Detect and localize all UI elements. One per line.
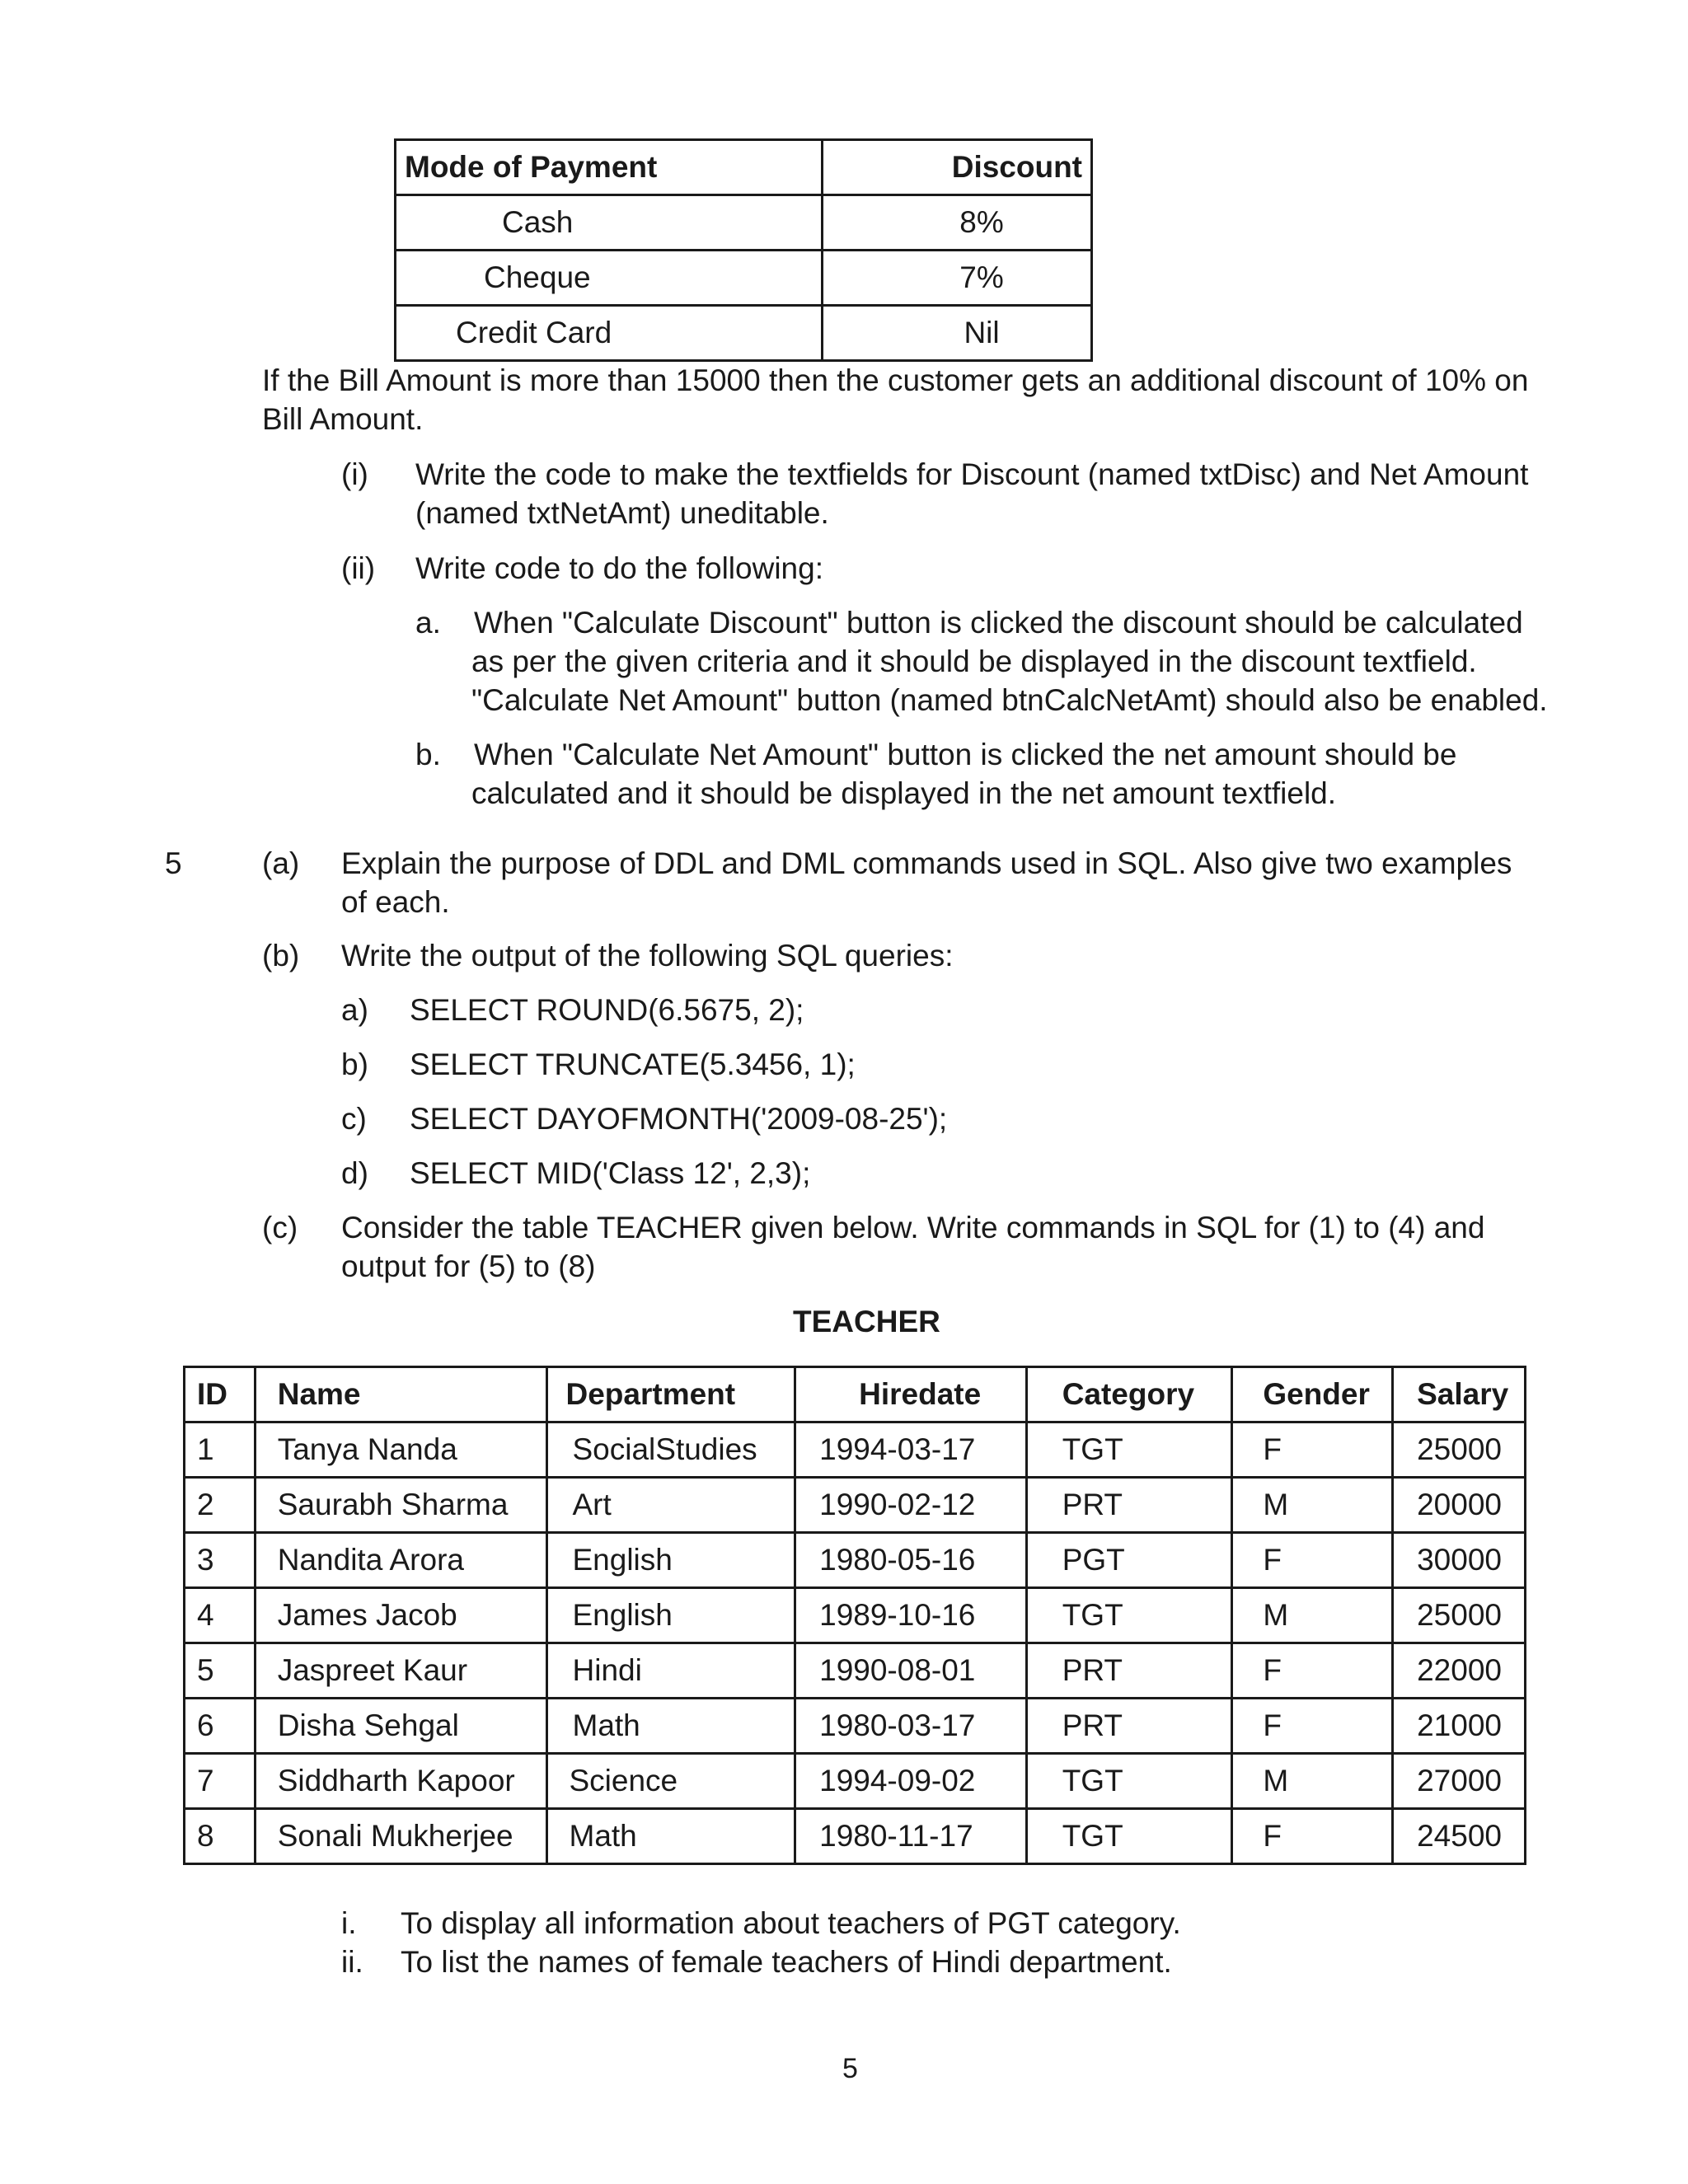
table-cell: 30000 — [1393, 1533, 1526, 1588]
table-cell: 2 — [185, 1478, 256, 1533]
column-header: Discount — [823, 140, 1092, 195]
table-cell: TGT — [1026, 1588, 1232, 1643]
table-cell: Art — [546, 1478, 795, 1533]
column-header: ID — [185, 1367, 256, 1422]
column-header: Category — [1026, 1367, 1232, 1422]
table-cell: F — [1232, 1422, 1393, 1478]
table-cell: F — [1232, 1699, 1393, 1754]
table-row — [396, 195, 1092, 251]
q5-a-line-2: of each. — [341, 885, 450, 919]
table-cell: 20000 — [1393, 1478, 1526, 1533]
task-text: To display all information about teachers of PGT category. — [401, 1906, 1181, 1940]
subpart-b-line-2: calculated and it should be displayed in the net amount textfield. — [471, 776, 1337, 810]
query-label: a) — [341, 993, 368, 1027]
column-header: Salary — [1393, 1367, 1526, 1422]
table-cell: F — [1232, 1809, 1393, 1864]
table-cell: Nil — [823, 306, 1092, 361]
subpart-a-line-3: "Calculate Net Amount" button (named btnCalcNetAmt) should also be enabled. — [471, 683, 1548, 717]
table-cell: English — [546, 1588, 795, 1643]
table-cell: TGT — [1026, 1422, 1232, 1478]
column-header: Department — [546, 1367, 795, 1422]
intro-line-1: If the Bill Amount is more than 15000 then the customer gets an additional discount of 10% on — [262, 363, 1529, 397]
column-header: Hiredate — [795, 1367, 1027, 1422]
table-row — [185, 1478, 1526, 1533]
question-number: 5 — [165, 846, 182, 880]
table-cell: James Jacob — [255, 1588, 546, 1643]
query-text: SELECT DAYOFMONTH('2009-08-25'); — [410, 1102, 948, 1136]
teacher-table — [183, 1366, 1526, 1865]
table-cell: 8 — [185, 1809, 256, 1864]
subpart-a-line-2: as per the given criteria and it should be displayed in the discount textfield. — [471, 644, 1477, 678]
table-cell: Disha Sehgal — [255, 1699, 546, 1754]
table-cell: 1980-05-16 — [795, 1533, 1027, 1588]
table-cell: PRT — [1026, 1699, 1232, 1754]
table-cell: F — [1232, 1533, 1393, 1588]
table-cell: 21000 — [1393, 1699, 1526, 1754]
table-cell: TGT — [1026, 1754, 1232, 1809]
table-cell: 25000 — [1393, 1588, 1526, 1643]
table-cell: 25000 — [1393, 1422, 1526, 1478]
table-cell: PRT — [1026, 1643, 1232, 1699]
table-cell: Credit Card — [396, 306, 823, 361]
table-row — [396, 251, 1092, 306]
table-row — [185, 1809, 1526, 1864]
question-ii-text: Write code to do the following: — [415, 551, 823, 585]
table-cell: English — [546, 1533, 795, 1588]
table-cell: Siddharth Kapoor — [255, 1754, 546, 1809]
question-i-line-1: Write the code to make the textfields for Discount (named txtDisc) and Net Amount — [415, 457, 1529, 491]
table-cell: 8% — [823, 195, 1092, 251]
table-cell: 24500 — [1393, 1809, 1526, 1864]
table-cell: 27000 — [1393, 1754, 1526, 1809]
table-cell: Jaspreet Kaur — [255, 1643, 546, 1699]
table-row — [396, 306, 1092, 361]
query-text: SELECT MID('Class 12', 2,3); — [410, 1156, 811, 1190]
table-cell: 3 — [185, 1533, 256, 1588]
table-cell: M — [1232, 1588, 1393, 1643]
table-cell: 1994-03-17 — [795, 1422, 1027, 1478]
q5-c-label: (c) — [262, 1211, 298, 1244]
table-cell: Math — [546, 1699, 795, 1754]
table-cell: Saurabh Sharma — [255, 1478, 546, 1533]
task-text: To list the names of female teachers of Hindi department. — [401, 1945, 1172, 1979]
table-cell: 5 — [185, 1643, 256, 1699]
table-cell: Math — [546, 1809, 795, 1864]
page-number: 5 — [842, 2053, 858, 2084]
table-cell: 1 — [185, 1422, 256, 1478]
table-cell: PRT — [1026, 1478, 1232, 1533]
table-cell: 6 — [185, 1699, 256, 1754]
query-label: b) — [341, 1047, 368, 1081]
table-cell: 1990-02-12 — [795, 1478, 1027, 1533]
task-label: i. — [341, 1906, 357, 1940]
query-text: SELECT TRUNCATE(5.3456, 1); — [410, 1047, 856, 1081]
table-cell: SocialStudies — [546, 1422, 795, 1478]
table-cell: 1980-03-17 — [795, 1699, 1027, 1754]
table-row — [185, 1588, 1526, 1643]
table-cell: TGT — [1026, 1809, 1232, 1864]
table-cell: Cheque — [396, 251, 823, 306]
task-label: ii. — [341, 1945, 363, 1979]
table-cell: M — [1232, 1754, 1393, 1809]
table-cell: Sonali Mukherjee — [255, 1809, 546, 1864]
table-cell: M — [1232, 1478, 1393, 1533]
table-cell: Hindi — [546, 1643, 795, 1699]
intro-line-2: Bill Amount. — [262, 402, 424, 436]
table-row — [185, 1422, 1526, 1478]
table-cell: Science — [546, 1754, 795, 1809]
query-text: SELECT ROUND(6.5675, 2); — [410, 993, 804, 1027]
table-cell: 22000 — [1393, 1643, 1526, 1699]
column-header: Mode of Payment — [396, 140, 823, 195]
table-row — [185, 1754, 1526, 1809]
subpart-b-label: b. — [415, 738, 441, 771]
q5-c-line-1: Consider the table TEACHER given below. Write commands in SQL for (1) to (4) and — [341, 1211, 1485, 1244]
table-cell: Cash — [396, 195, 823, 251]
table-header-row — [396, 140, 1092, 195]
column-header: Gender — [1232, 1367, 1393, 1422]
table-cell: 1994-09-02 — [795, 1754, 1027, 1809]
table-cell: PGT — [1026, 1533, 1232, 1588]
table-cell: F — [1232, 1643, 1393, 1699]
table-cell: 4 — [185, 1588, 256, 1643]
q5-a-label: (a) — [262, 846, 300, 880]
query-label: d) — [341, 1156, 368, 1190]
table-cell: 7% — [823, 251, 1092, 306]
q5-c-line-2: output for (5) to (8) — [341, 1249, 596, 1283]
question-i-line-2: (named txtNetAmt) uneditable. — [415, 496, 829, 530]
table-cell: Tanya Nanda — [255, 1422, 546, 1478]
subpart-a-line-1: When "Calculate Discount" button is clicked the discount should be calculated — [474, 606, 1523, 640]
question-i-label: (i) — [341, 457, 368, 491]
query-label: c) — [341, 1102, 367, 1136]
table-cell: Nandita Arora — [255, 1533, 546, 1588]
table-cell: 7 — [185, 1754, 256, 1809]
table-header-row — [185, 1367, 1526, 1422]
q5-b-text: Write the output of the following SQL queries: — [341, 939, 954, 972]
table-title: TEACHER — [793, 1305, 940, 1338]
table-cell: 1990-08-01 — [795, 1643, 1027, 1699]
table-cell: 1980-11-17 — [795, 1809, 1027, 1864]
question-ii-label: (ii) — [341, 551, 376, 585]
q5-a-line-1: Explain the purpose of DDL and DML commands used in SQL. Also give two examples — [341, 846, 1512, 880]
payment-mode-table — [394, 138, 1093, 362]
q5-b-label: (b) — [262, 939, 300, 972]
table-row — [185, 1699, 1526, 1754]
subpart-b-line-1: When "Calculate Net Amount" button is clicked the net amount should be — [474, 738, 1457, 771]
table-row — [185, 1533, 1526, 1588]
subpart-a-label: a. — [415, 606, 441, 640]
table-cell: 1989-10-16 — [795, 1588, 1027, 1643]
table-row — [185, 1643, 1526, 1699]
column-header: Name — [255, 1367, 546, 1422]
